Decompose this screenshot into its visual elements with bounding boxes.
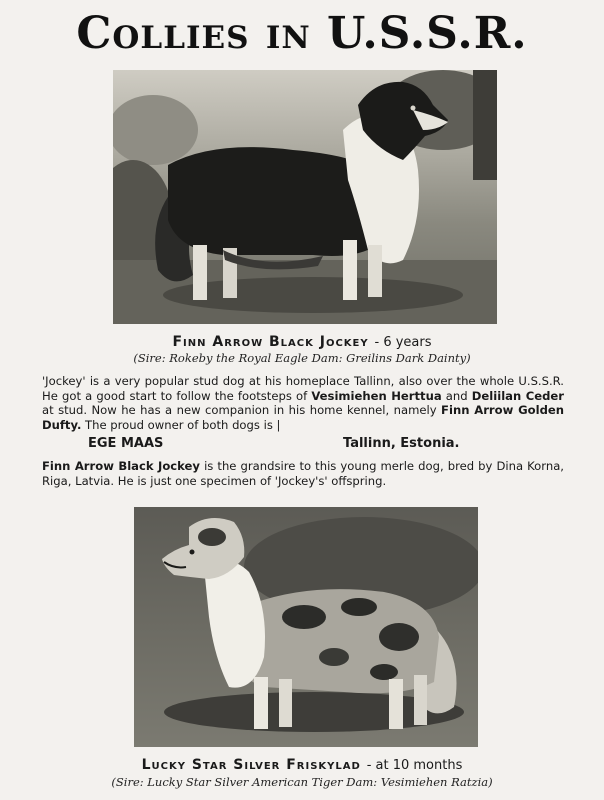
dog2-name: Lucky Star Silver Friskylad: [141, 757, 361, 773]
p1-dog-herttua: Vesimiehen Herttua: [311, 388, 442, 403]
article-paragraph-2: [42, 459, 564, 488]
dog-photo-black-jockey: [113, 70, 497, 324]
page-title: Collies in U.S.S.R.: [76, 8, 528, 59]
owner-name: EGE MAAS: [88, 436, 164, 451]
dog-photo-silver-friskylad: [134, 507, 478, 747]
dog1-age: - 6 years: [374, 335, 432, 350]
p2-dog-jockey: Finn Arrow Black Jockey: [42, 459, 200, 473]
owner-city: Tallinn, Estonia.: [343, 436, 460, 451]
p1-dog-dufty: Finn Arrow Golden Dufty.: [42, 403, 564, 432]
p1-text-e: at stud. Now he has a new companion in his home kennel, namely: [42, 403, 442, 417]
article-paragraph-1: [42, 374, 564, 432]
dog1-pedigree: (Sire: Rokeby the Royal Eagle Dam: Greilins Dark Dainty): [133, 351, 471, 365]
dog2-age: - at 10 months: [366, 758, 463, 773]
dog2-caption: [0, 757, 604, 773]
collie-black-photo-image: [113, 70, 497, 324]
collie-merle-photo-image: [134, 507, 478, 747]
p1-dog-ceder: Deliilan Ceder: [471, 388, 564, 403]
p1-text-g: The proud owner of both dogs is |: [81, 417, 281, 432]
p1-text-c: and: [441, 388, 472, 403]
dog2-pedigree: (Sire: Lucky Star Silver American Tiger Dam: Vesimiehen Ratzia): [111, 775, 493, 789]
p2-text-b: is the grandsire to this young merle dog, bred by Dina Korna, Riga, Latvia. He is just one specimen of 'Jockey's' offspring.: [42, 459, 564, 488]
dog1-name: Finn Arrow Black Jockey: [172, 334, 369, 350]
dog1-caption: [0, 334, 604, 350]
p1-text-a: 'Jockey' is a very popular stud dog at his homeplace Tallinn, also over the whole U.S.S.R. He got a good start to follow the footsteps of: [42, 374, 564, 403]
